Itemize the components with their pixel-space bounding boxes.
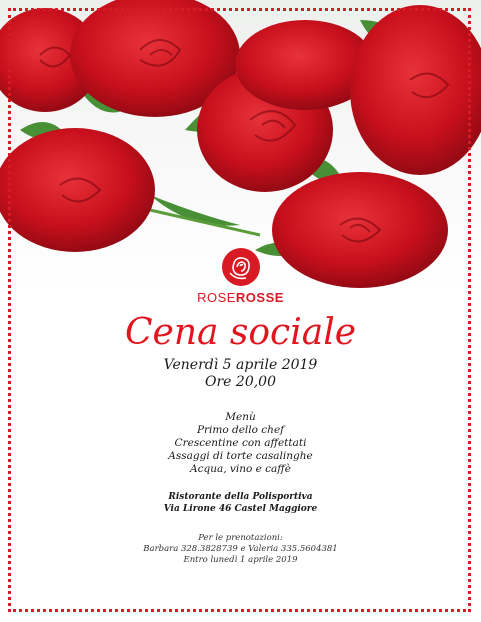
menu-item: Acqua, vino e caffè	[190, 463, 291, 475]
rose-logo-icon	[220, 247, 262, 287]
time-line: Ore 20,00	[205, 374, 276, 390]
date-line: Venerdì 5 aprile 2019	[163, 357, 318, 373]
venue-address: Via Lirone 46 Castel Maggiore	[163, 503, 318, 514]
menu-heading: Menù	[225, 411, 256, 423]
venue-section	[0, 492, 481, 515]
menu-item: Assaggi di torte casalinghe	[168, 450, 313, 462]
dotted-border	[8, 8, 471, 612]
menu-item: Primo dello chef	[196, 424, 285, 436]
brand-part2: ROSSE	[235, 290, 284, 305]
booking-section	[0, 533, 481, 566]
menu-section	[0, 411, 481, 476]
booking-deadline: Entro lunedì 1 aprile 2019	[183, 555, 298, 565]
logo	[0, 247, 481, 305]
page-title: Cena sociale	[124, 312, 357, 353]
brand-name	[0, 290, 481, 305]
venue-name: Ristorante della Polisportiva	[168, 492, 313, 502]
brand-part1: ROSE	[197, 290, 236, 305]
booking-contacts: Barbara 328.3828739 e Valeria 335.5604381	[143, 544, 338, 554]
event-datetime	[0, 357, 481, 391]
menu-item: Crescentine con affettati	[174, 437, 307, 449]
booking-intro: Per le prenotazioni:	[198, 533, 283, 543]
